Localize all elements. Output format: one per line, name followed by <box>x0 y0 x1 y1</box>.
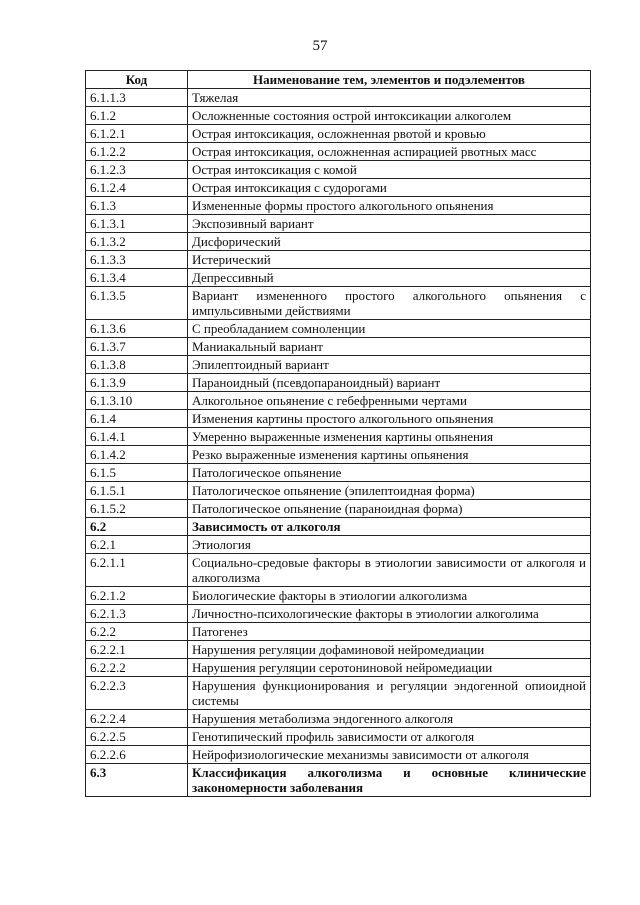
row-name: С преобладанием сомноленции <box>188 320 591 338</box>
row-name: Этиология <box>188 536 591 554</box>
row-code: 6.2.2.2 <box>86 659 188 677</box>
table-row <box>86 728 591 746</box>
row-name: Острая интоксикация, осложненная аспирацией рвотных масс <box>188 143 591 161</box>
row-name: Острая интоксикация, осложненная рвотой и кровью <box>188 125 591 143</box>
row-name: Классификация алкоголизма и основные клинические закономерности заболевания <box>188 764 591 797</box>
table-row <box>86 107 591 125</box>
row-code: 6.1.4.2 <box>86 446 188 464</box>
row-code: 6.1.5.2 <box>86 500 188 518</box>
row-code: 6.2.2.4 <box>86 710 188 728</box>
row-code: 6.3 <box>86 764 188 797</box>
row-name: Маниакальный вариант <box>188 338 591 356</box>
table-row <box>86 518 591 536</box>
table-row <box>86 143 591 161</box>
row-code: 6.1.5 <box>86 464 188 482</box>
table-row <box>86 89 591 107</box>
row-name: Нарушения функционирования и регуляции эндогенной опиоидной системы <box>188 677 591 710</box>
row-name: Острая интоксикация с судорогами <box>188 179 591 197</box>
table-row <box>86 320 591 338</box>
row-code: 6.2.1 <box>86 536 188 554</box>
row-code: 6.2.2 <box>86 623 188 641</box>
row-code: 6.2.2.1 <box>86 641 188 659</box>
table-row <box>86 269 591 287</box>
row-code: 6.1.3.9 <box>86 374 188 392</box>
table-row <box>86 746 591 764</box>
table-row <box>86 710 591 728</box>
table-row <box>86 410 591 428</box>
row-code: 6.2.1.2 <box>86 587 188 605</box>
row-code: 6.1.3.3 <box>86 251 188 269</box>
row-name: Тяжелая <box>188 89 591 107</box>
row-code: 6.1.2.3 <box>86 161 188 179</box>
row-code: 6.2.1.3 <box>86 605 188 623</box>
row-name: Нейрофизиологические механизмы зависимости от алкоголя <box>188 746 591 764</box>
row-code: 6.1.3.4 <box>86 269 188 287</box>
row-code: 6.1.3.6 <box>86 320 188 338</box>
row-name: Социально-средовые факторы в этиологии зависимости от алкоголя и алкоголизма <box>188 554 591 587</box>
table-row <box>86 587 591 605</box>
table-row <box>86 197 591 215</box>
row-code: 6.2 <box>86 518 188 536</box>
table-row <box>86 659 591 677</box>
table-row <box>86 338 591 356</box>
table-row <box>86 392 591 410</box>
row-code: 6.1.5.1 <box>86 482 188 500</box>
topics-table <box>85 70 591 797</box>
row-name: Измененные формы простого алкогольного опьянения <box>188 197 591 215</box>
row-code: 6.1.3.8 <box>86 356 188 374</box>
table-row <box>86 125 591 143</box>
row-name: Резко выраженные изменения картины опьянения <box>188 446 591 464</box>
row-name: Патологическое опьянение (эпилептоидная форма) <box>188 482 591 500</box>
row-code: 6.2.2.3 <box>86 677 188 710</box>
table-row <box>86 251 591 269</box>
table-row <box>86 677 591 710</box>
row-code: 6.1.3.10 <box>86 392 188 410</box>
row-name: Нарушения регуляции серотониновой нейромедиации <box>188 659 591 677</box>
row-code: 6.1.2.4 <box>86 179 188 197</box>
header-name: Наименование тем, элементов и подэлементов <box>188 71 591 89</box>
table-row <box>86 464 591 482</box>
table-row <box>86 482 591 500</box>
table-row <box>86 536 591 554</box>
table-row <box>86 233 591 251</box>
table-row <box>86 641 591 659</box>
row-name: Вариант измененного простого алкогольного опьянения с импульсивными действиями <box>188 287 591 320</box>
table-header-row <box>86 71 591 89</box>
row-code: 6.1.2.2 <box>86 143 188 161</box>
table-row <box>86 356 591 374</box>
table-row <box>86 374 591 392</box>
row-name: Биологические факторы в этиологии алкоголизма <box>188 587 591 605</box>
table-row <box>86 623 591 641</box>
row-code: 6.1.3.7 <box>86 338 188 356</box>
row-code: 6.1.2 <box>86 107 188 125</box>
row-name: Дисфорический <box>188 233 591 251</box>
row-code: 6.1.1.3 <box>86 89 188 107</box>
row-code: 6.1.2.1 <box>86 125 188 143</box>
page-number: 57 <box>312 38 328 54</box>
table-row <box>86 161 591 179</box>
table-row <box>86 215 591 233</box>
row-code: 6.2.1.1 <box>86 554 188 587</box>
row-name: Патологическое опьянение <box>188 464 591 482</box>
row-name: Осложненные состояния острой интоксикации алкоголем <box>188 107 591 125</box>
row-name: Нарушения регуляции дофаминовой нейромедиации <box>188 641 591 659</box>
row-code: 6.1.4.1 <box>86 428 188 446</box>
row-name: Генотипический профиль зависимости от алкоголя <box>188 728 591 746</box>
row-name: Личностно-психологические факторы в этиологии алкоголима <box>188 605 591 623</box>
row-code: 6.1.3.5 <box>86 287 188 320</box>
row-name: Изменения картины простого алкогольного опьянения <box>188 410 591 428</box>
row-name: Алкогольное опьянение с гебефренными чертами <box>188 392 591 410</box>
row-code: 6.1.3 <box>86 197 188 215</box>
row-name: Истерический <box>188 251 591 269</box>
table-body <box>86 89 591 797</box>
row-name: Нарушения метаболизма эндогенного алкоголя <box>188 710 591 728</box>
row-name: Эпилептоидный вариант <box>188 356 591 374</box>
row-name: Параноидный (псевдопараноидный) вариант <box>188 374 591 392</box>
row-name: Патогенез <box>188 623 591 641</box>
row-code: 6.1.3.2 <box>86 233 188 251</box>
table-row <box>86 554 591 587</box>
row-name: Патологическое опьянение (параноидная форма) <box>188 500 591 518</box>
table-row <box>86 500 591 518</box>
table-row <box>86 287 591 320</box>
row-name: Умеренно выраженные изменения картины опьянения <box>188 428 591 446</box>
table-row <box>86 179 591 197</box>
table-row <box>86 605 591 623</box>
table-row <box>86 764 591 797</box>
header-code: Код <box>86 71 188 89</box>
table-row <box>86 446 591 464</box>
row-name: Депрессивный <box>188 269 591 287</box>
row-code: 6.2.2.5 <box>86 728 188 746</box>
row-name: Зависимость от алкоголя <box>188 518 591 536</box>
row-name: Острая интоксикация с комой <box>188 161 591 179</box>
row-code: 6.2.2.6 <box>86 746 188 764</box>
row-code: 6.1.4 <box>86 410 188 428</box>
row-name: Экспозивный вариант <box>188 215 591 233</box>
table-row <box>86 428 591 446</box>
row-code: 6.1.3.1 <box>86 215 188 233</box>
